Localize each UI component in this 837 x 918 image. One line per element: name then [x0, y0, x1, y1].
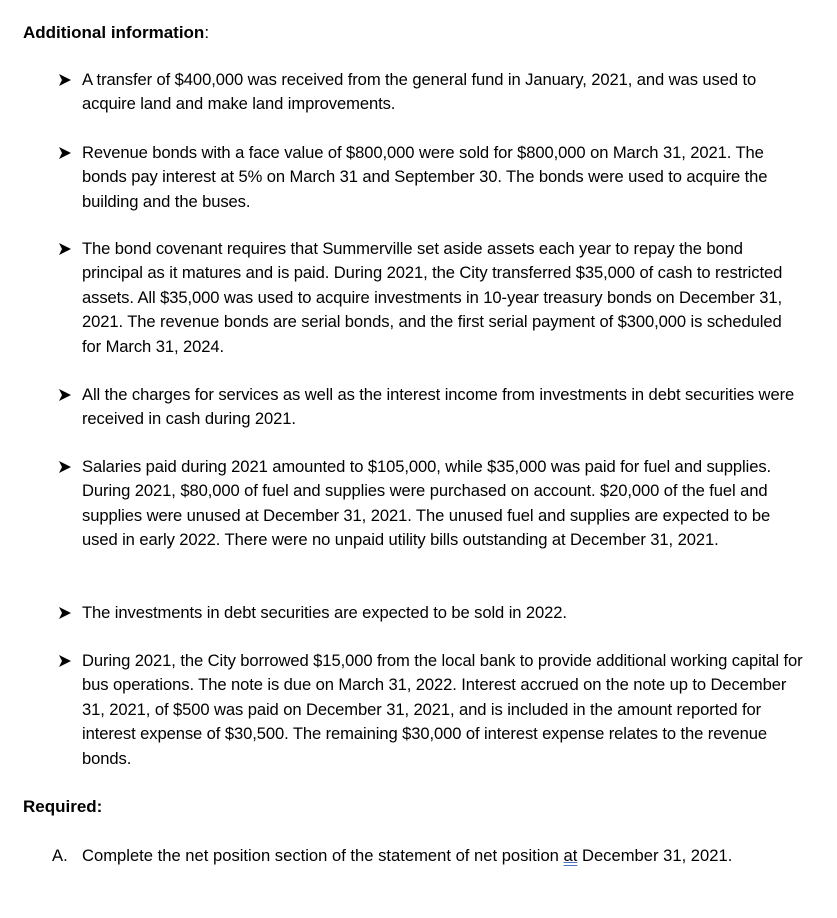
bullet-text: Salaries paid during 2021 amounted to $105,000, while $35,000 was paid for fuel and supplies. During 2021, $80,000 of fuel and supplies were purchased on account. $20,000 of the fuel and supplies were unused at December 31, 2021. The unused fuel and supplies are expected to be used in early 2022. There were no unpaid utility bills outstanding at December 31, 2021. — [82, 457, 772, 550]
required-text-after: December 31, 2021. — [577, 846, 733, 865]
heading-colon: : — [204, 23, 210, 42]
list-item — [58, 455, 803, 553]
required-item-a — [52, 844, 812, 868]
bullet-text: The investments in debt securities are expected to be sold in 2022. — [82, 603, 567, 622]
list-item — [58, 601, 803, 625]
list-item — [58, 383, 803, 432]
required-item-letter: A. — [52, 846, 68, 865]
bullet-text: All the charges for services as well as the interest income from investments in debt securities were received in cash during 2021. — [82, 385, 795, 429]
required-item-text — [82, 844, 812, 868]
additional-information-title: Additional information — [23, 23, 205, 42]
list-item — [58, 68, 803, 117]
arrow-bullet-icon — [58, 654, 72, 668]
required-heading: Required: — [23, 797, 103, 816]
additional-information-heading — [23, 22, 209, 44]
required-text-underlined: at — [563, 846, 578, 865]
arrow-bullet-icon — [58, 242, 72, 256]
arrow-bullet-icon — [58, 606, 72, 620]
arrow-bullet-icon — [58, 146, 72, 160]
required-text-before: Complete the net position section of the statement of net position — [82, 846, 564, 865]
list-item — [58, 141, 803, 214]
arrow-bullet-icon — [58, 460, 72, 474]
bullet-text: During 2021, the City borrowed $15,000 from the local bank to provide additional working capital for bus operations. The note is due on March 31, 2022. Interest accrued on the note up to December 31, 2021, of $500 was paid on December 31, 2021, and is included in the amount reported for interest expense of $30,500. The remaining $30,000 of interest expense relates to the revenue bonds. — [82, 651, 803, 768]
list-item — [58, 649, 803, 771]
list-item — [58, 237, 803, 359]
bullet-text: A transfer of $400,000 was received from the general fund in January, 2021, and was used to acquire land and make land improvements. — [82, 70, 757, 114]
arrow-bullet-icon — [58, 388, 72, 402]
bullet-text: Revenue bonds with a face value of $800,000 were sold for $800,000 on March 31, 2021. The bonds pay interest at 5% on March 31 and September 30. The bonds were used to acquire the building and the buses. — [82, 143, 768, 211]
arrow-bullet-icon — [58, 73, 72, 87]
bullet-text: The bond covenant requires that Summerville set aside assets each year to repay the bond principal as it matures and is paid. During 2021, the City transferred $35,000 of cash to restricted assets. All $35,000 was used to acquire investments in 10-year treasury bonds on December 31, 2021. The revenue bonds are serial bonds, and the first serial payment of $300,000 is scheduled for March 31, 2024. — [82, 239, 783, 356]
